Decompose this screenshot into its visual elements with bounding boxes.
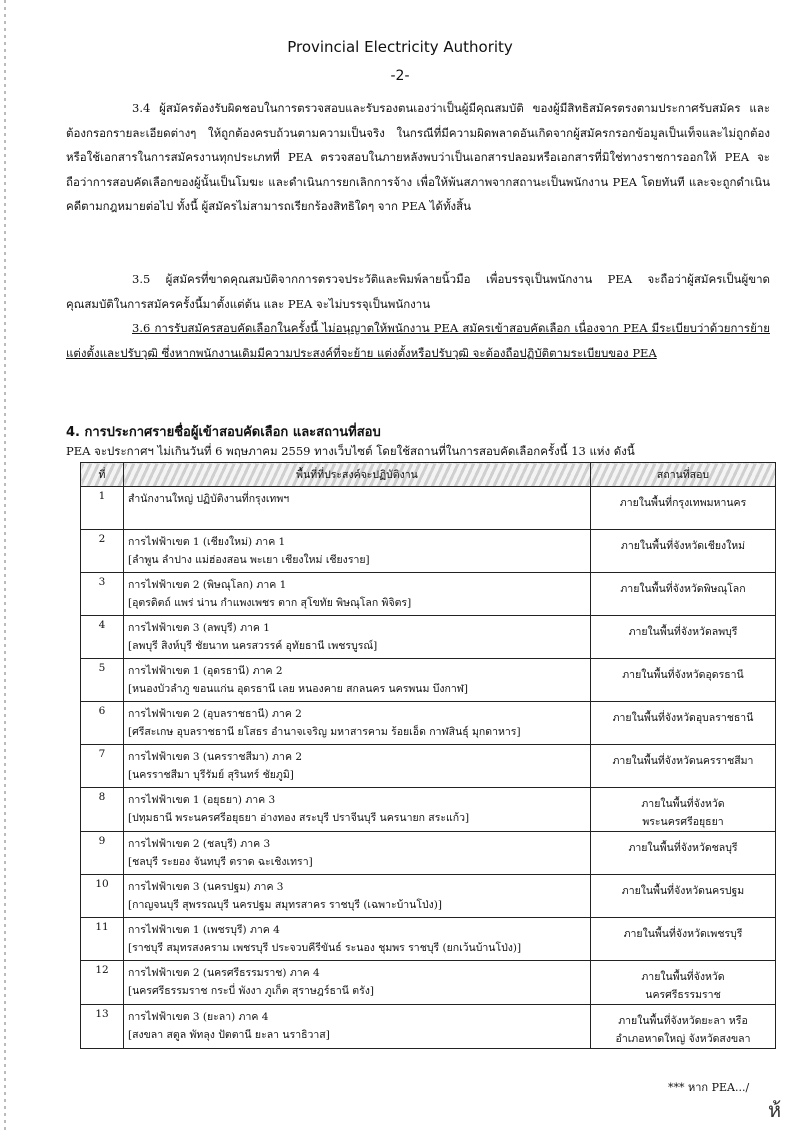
section-4-heading: 4. การประกาศรายชื่อผู้เข้าสอบคัดเลือก และสถานที่สอบ (66, 425, 381, 440)
row-area (124, 573, 591, 616)
row-location-line1: ภายในพื้นที่จังหวัดอุบลราชธานี (612, 712, 754, 724)
row-location (591, 918, 776, 961)
row-location (591, 788, 776, 832)
row-office: การไฟฟ้าเขต 3 (ยะลา) ภาค 4 (128, 1011, 269, 1023)
row-location-line1: ภายในพื้นที่จังหวัด (641, 971, 725, 983)
row-location-line1: ภายในพื้นที่จังหวัดลพบุรี (628, 626, 738, 638)
row-provinces: [สงขลา สตูล พัทลุง ปัตตานี ยะลา นราธิวาส] (128, 1029, 330, 1041)
row-location-line2: นครศรีธรรมราช (645, 989, 721, 1001)
row-number: 4 (81, 616, 124, 659)
row-number: 6 (81, 702, 124, 745)
row-area (124, 875, 591, 918)
row-area (124, 530, 591, 573)
row-office: การไฟฟ้าเขต 1 (อยุธยา) ภาค 3 (128, 794, 276, 806)
row-number: 9 (81, 832, 124, 875)
table-row (81, 616, 776, 659)
row-location-line1: ภายในพื้นที่จังหวัดนครราชสีมา (612, 755, 754, 767)
section-4-text-content: PEA จะประกาศฯ ไม่เกินวันที่ 6 พฤษภาคม 2559 ทางเว็บไซต์ โดยใช้สถานที่ในการสอบคัดเลือกครั้งนี้ 13 แห่ง ดังนี้ (66, 443, 635, 458)
row-area (124, 918, 591, 961)
row-area (124, 961, 591, 1005)
row-location-line1: ภายในพื้นที่จังหวัดอุดรธานี (622, 669, 744, 681)
paragraph-3-4: 3.4 ผู้สมัครต้องรับผิดชอบในการตรวจสอบและรับรองตนเองว่าเป็นผู้มีคุณสมบัติ ของผู้มีสิทธิสมัครตรงตามประกาศรับสมัคร และต้องกรอกรายละเอียดต่างๆ ให้ถูกต้องครบถ้วนตามความเป็นจริง ในกรณีที่มีความผิดพลาดอันเกิดจากผู้สมัครกรอกข้อมูลเป็นเท็จและไม่ถูกต้อง หรือใช้เอกสารในการสมัครงานทุกประเภทที่ PEA ตรวจสอบในภายหลังพบว่าเป็นเอกสารปลอมหรือเอกสารที่มิใช่ทางราชการออกให้ PEA จะถือว่าการสอบคัดเลือกของผู้นั้นเป็นโมฆะ และดำเนินการยกเลิกการจ้าง เพื่อให้พ้นสภาพจากสถานะเป็นพนักงาน PEA โดยทันที และจะถูกดำเนินคดีตามกฎหมายต่อไป ทั้งนี้ ผู้สมัครไม่สามารถเรียกร้องสิทธิใดๆ จาก PEA ได้ทั้งสิ้น (66, 101, 770, 213)
row-provinces: [ชลบุรี ระยอง จันทบุรี ตราด ฉะเชิงเทรา] (128, 856, 313, 868)
row-office: การไฟฟ้าเขต 1 (อุดรธานี) ภาค 2 (128, 665, 283, 677)
row-office: การไฟฟ้าเขต 2 (พิษณุโลก) ภาค 1 (128, 579, 287, 591)
row-number: 10 (81, 875, 124, 918)
row-provinces: [นครราชสีมา บุรีรัมย์ สุรินทร์ ชัยภูมิ] (128, 769, 294, 781)
row-area (124, 487, 591, 530)
row-number: 2 (81, 530, 124, 573)
row-location-line1: ภายในพื้นที่จังหวัด (641, 798, 725, 810)
row-number: 5 (81, 659, 124, 702)
row-number: 11 (81, 918, 124, 961)
table-row (81, 487, 776, 530)
row-number: 13 (81, 1005, 124, 1049)
row-location-line1: ภายในพื้นที่กรุงเทพมหานคร (619, 497, 747, 509)
row-office: การไฟฟ้าเขต 1 (เชียงใหม่) ภาค 1 (128, 536, 286, 548)
row-provinces: [อุตรดิตถ์ แพร่ น่าน กำแพงเพชร ตาก สุโขทัย พิษณุโลก พิจิตร] (128, 597, 412, 609)
page-number: -2- (390, 68, 410, 84)
row-provinces: [กาญจนบุรี สุพรรณบุรี นครปฐม สมุทรสาคร ราชบุรี (เฉพาะบ้านโป่ง)] (128, 899, 442, 911)
row-location-line1: ภายในพื้นที่จังหวัดยะลา หรือ (618, 1015, 748, 1027)
row-location-line1: ภายในพื้นที่จังหวัดนครปฐม (621, 885, 745, 897)
table-row (81, 1005, 776, 1049)
row-area (124, 659, 591, 702)
row-office: การไฟฟ้าเขต 2 (ชลบุรี) ภาค 3 (128, 838, 271, 850)
row-location (591, 961, 776, 1005)
table-row (81, 702, 776, 745)
table-row (81, 573, 776, 616)
row-location (591, 745, 776, 788)
row-provinces: [ลพบุรี สิงห์บุรี ชัยนาท นครสวรรค์ อุทัยธานี เพชรบูรณ์] (128, 640, 378, 652)
row-location (591, 702, 776, 745)
row-office: สำนักงานใหญ่ ปฏิบัติงานที่กรุงเทพฯ (128, 493, 290, 505)
table-header-row (81, 463, 776, 487)
table-row (81, 530, 776, 573)
header-location: สถานที่สอบ (591, 463, 776, 487)
row-provinces: [ลำพูน ลำปาง แม่ฮ่องสอน พะเยา เชียงใหม่ เชียงราย] (128, 554, 370, 566)
row-number: 8 (81, 788, 124, 832)
table-row (81, 918, 776, 961)
row-area (124, 745, 591, 788)
signature-mark: ห้ (768, 1098, 782, 1122)
row-provinces: [ปทุมธานี พระนครศรีอยุธยา อ่างทอง สระบุรี ปราจีนบุรี นครนายก สระแก้ว] (128, 812, 470, 824)
header-no: ที่ (81, 463, 124, 487)
row-location (591, 616, 776, 659)
row-number: 3 (81, 573, 124, 616)
row-location-line1: ภายในพื้นที่จังหวัดพิษณุโลก (620, 583, 746, 595)
scan-edge-marks (4, 0, 6, 1132)
row-area (124, 832, 591, 875)
row-location (591, 659, 776, 702)
table-row (81, 788, 776, 832)
row-area (124, 788, 591, 832)
table-row (81, 832, 776, 875)
row-location-line1: ภายในพื้นที่จังหวัดเพชรบุรี (623, 928, 743, 940)
table-row (81, 875, 776, 918)
organization-header: Provincial Electricity Authority (287, 38, 513, 56)
row-area (124, 616, 591, 659)
row-office: การไฟฟ้าเขต 2 (นครศรีธรรมราช) ภาค 4 (128, 967, 320, 979)
row-office: การไฟฟ้าเขต 2 (อุบลราชธานี) ภาค 2 (128, 708, 302, 720)
row-location (591, 573, 776, 616)
row-area (124, 1005, 591, 1049)
table-row (81, 745, 776, 788)
row-area (124, 702, 591, 745)
row-location (591, 530, 776, 573)
row-location (591, 875, 776, 918)
row-location (591, 832, 776, 875)
table-row (81, 659, 776, 702)
continued-note: *** หาก PEA.../ (668, 1081, 750, 1094)
row-office: การไฟฟ้าเขต 3 (ลพบุรี) ภาค 1 (128, 622, 270, 634)
table-row (81, 961, 776, 1005)
row-provinces: [ราชบุรี สมุทรสงคราม เพชรบุรี ประจวบคีรีขันธ์ ระนอง ชุมพร ราชบุรี (ยกเว้นบ้านโป่ง)] (128, 942, 522, 954)
exam-location-table (80, 462, 776, 1049)
table-body (81, 487, 776, 1049)
row-office: การไฟฟ้าเขต 3 (นครปฐม) ภาค 3 (128, 881, 284, 893)
section-4-body (66, 414, 770, 463)
row-number: 7 (81, 745, 124, 788)
row-location (591, 1005, 776, 1049)
paragraph-3-6: 3.6 การรับสมัครสอบคัดเลือกในครั้งนี้ ไม่อนุญาตให้พนักงาน PEA สมัครเข้าสอบคัดเลือก เนื่องจาก PEA มีระเบียบว่าด้วยการย้าย แต่งตั้งและปรับวุฒิ ซึ่งหากพนักงานเดิมมีความประสงค์ที่จะย้าย แต่งตั้งหรือปรับวุฒิ จะต้องถือปฏิบัติตามระเบียบของ PEA (66, 321, 770, 360)
row-provinces: [นครศรีธรรมราช กระบี่ พังงา ภูเก็ต สุราษฎร์ธานี ตรัง] (128, 985, 374, 997)
row-location-line2: พระนครศรีอยุธยา (642, 816, 724, 828)
row-provinces: [หนองบัวลำภู ขอนแก่น อุดรธานี เลย หนองคาย สกลนคร นครพนม บึงกาฬ] (128, 683, 469, 695)
row-office: การไฟฟ้าเขต 3 (นครราชสีมา) ภาค 2 (128, 751, 302, 763)
row-number: 1 (81, 487, 124, 530)
row-location-line1: ภายในพื้นที่จังหวัดชลบุรี (628, 842, 738, 854)
row-location-line1: ภายในพื้นที่จังหวัดเชียงใหม่ (620, 540, 746, 552)
row-location (591, 487, 776, 530)
row-location-line2: อำเภอหาดใหญ่ จังหวัดสงขลา (615, 1033, 751, 1045)
row-provinces: [ศรีสะเกษ อุบลราชธานี ยโสธร อำนาจเจริญ มหาสารคาม ร้อยเอ็ด กาฬสินธุ์ มุกดาหาร] (128, 726, 521, 738)
row-number: 12 (81, 961, 124, 1005)
row-office: การไฟฟ้าเขต 1 (เพชรบุรี) ภาค 4 (128, 924, 280, 936)
header-area: พื้นที่ที่ประสงค์จะปฏิบัติงาน (124, 463, 591, 487)
paragraph-3-5: 3.5 ผู้สมัครที่ขาดคุณสมบัติจากการตรวจประวัติและพิมพ์ลายนิ้วมือ เพื่อบรรจุเป็นพนักงาน PEA จะถือว่าผู้สมัครเป็นผู้ขาดคุณสมบัติในการสมัครครั้งนี้มาตั้งแต่ต้น และ PEA จะไม่บรรจุเป็นพนักงาน (66, 272, 770, 311)
